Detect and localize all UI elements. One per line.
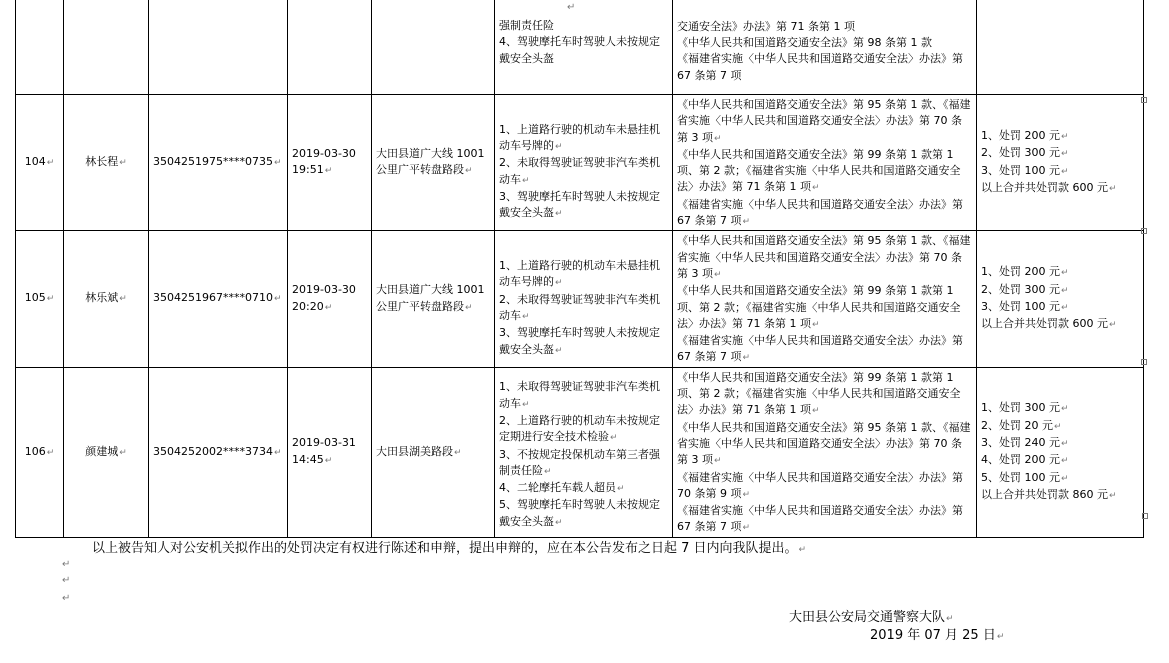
table-row-continued xyxy=(16,0,1144,95)
paragraph-mark-icon: ↵ xyxy=(811,183,820,194)
paragraph-mark-icon: ↵ xyxy=(742,217,751,228)
paragraph-mark-icon: ↵ xyxy=(465,302,473,313)
cell-time: 2019-03-31 14:45↵ xyxy=(288,367,372,537)
paragraph-mark-icon: ↵ xyxy=(522,312,530,323)
paragraph-mark-icon: ↵ xyxy=(62,559,71,570)
paragraph-mark-icon: ↵ xyxy=(742,523,751,534)
cell-laws: 交通安全法》办法》第 71 条第 1 项 《中华人民共和国道路交通安全法》第 98 条第 1 款 《福建省实施〈中华人民共和国道路交通安全法〉办法》第 67 条第 7 项 xyxy=(673,0,977,95)
cell-end-marker-icon xyxy=(1141,97,1147,103)
paragraph-mark-icon: ↵ xyxy=(1109,320,1117,331)
paragraph-mark-icon: ↵ xyxy=(555,278,563,289)
table-row xyxy=(16,367,1144,537)
cell-no: 104↵ xyxy=(16,95,64,231)
paragraph-mark-icon: ↵ xyxy=(62,593,71,604)
paragraph-mark-icon: ↵ xyxy=(119,447,127,458)
paragraph-mark-icon: ↵ xyxy=(454,447,462,458)
paragraph-mark-icon: ↵ xyxy=(324,455,333,466)
table-row xyxy=(16,95,1144,231)
cell-location: 大田县道广大线 1001 公里广平转盘路段↵ xyxy=(372,95,495,231)
paragraph-mark-icon: ↵ xyxy=(742,353,751,364)
cell-location: 大田县湖美路段↵ xyxy=(372,367,495,537)
cell-violations: 1、上道路行驶的机动车未悬挂机动车号牌的↵ 2、未取得驾驶证驾驶非汽车类机动车↵ 3、驾驶摩托车时驾驶人未按规定戴安全头盔↵ xyxy=(495,231,673,367)
paragraph-mark-icon: ↵ xyxy=(1109,183,1117,194)
paragraph-mark-icon: ↵ xyxy=(811,406,820,417)
cell-violations: 1、未取得驾驶证驾驶非汽车类机动车↵ 2、上道路行驶的机动车未按规定定期进行安全技术检验↵ 3、不按规定投保机动车第三者强制责任险↵ 4、二轮摩托车载人超员↵ 5、驾驶摩托车时驾驶人未按规定戴安全头盔↵ xyxy=(495,367,673,537)
paragraph-mark-icon: ↵ xyxy=(1061,268,1069,279)
paragraph-mark-icon: ↵ xyxy=(273,447,282,458)
cell-no: 106↵ xyxy=(16,367,64,537)
cell-id: 3504251967****0710↵ xyxy=(149,231,288,367)
cell-laws: 《中华人民共和国道路交通安全法》第 95 条第 1 款、《福建省实施〈中华人民共和国道路交通安全法〉办法》第 70 条第 3 项↵ 《中华人民共和国道路交通安全法》第 99 条第 1 款第 1 项、第 2 款；《福建省实施〈中华人民共和国道路交通安全法〉办法》第 71 条第 1 项↵ 《福建省实施〈中华人民共和国道路交通安全法〉办法》第 67 条第 7 项↵ xyxy=(673,95,977,231)
cell-name: 颜建城↵ xyxy=(64,367,149,537)
table-end-marker-icon xyxy=(1142,513,1148,519)
paragraph-mark-icon: ↵ xyxy=(119,294,127,305)
notice-text: 以上被告知人对公安机关拟作出的处罚决定有权进行陈述和申辩，提出申辩的，应在本公告发布之日起 7 日内向我队提出。↵ xyxy=(92,541,807,556)
cell-end-marker-icon xyxy=(1141,359,1147,365)
paragraph-mark-icon: ↵ xyxy=(1061,285,1069,296)
paragraph-mark-icon: ↵ xyxy=(1061,473,1069,484)
paragraph-mark-icon: ↵ xyxy=(62,575,71,586)
cell-violations: 强制责任险 4、驾驶摩托车时驾驶人未按规定戴安全头盔 xyxy=(495,0,673,95)
table-row xyxy=(16,231,1144,367)
cell-id: 3504252002****3734↵ xyxy=(149,367,288,537)
paragraph-mark-icon: ↵ xyxy=(324,302,333,313)
paragraph-mark-icon: ↵ xyxy=(1109,490,1117,501)
paragraph-mark-icon: ↵ xyxy=(1061,438,1069,449)
cell-laws: 《中华人民共和国道路交通安全法》第 95 条第 1 款、《福建省实施〈中华人民共和国道路交通安全法〉办法》第 70 条第 3 项↵ 《中华人民共和国道路交通安全法》第 99 条第 1 款第 1 项、第 2 款；《福建省实施〈中华人民共和国道路交通安全法〉办法》第 71 条第 1 项↵ 《福建省实施〈中华人民共和国道路交通安全法〉办法》第 67 条第 7 项↵ xyxy=(673,231,977,367)
paragraph-mark-icon: ↵ xyxy=(555,209,563,220)
paragraph-mark-icon: ↵ xyxy=(714,133,722,144)
cell-penalties xyxy=(977,0,1144,95)
paragraph-mark-icon: ↵ xyxy=(714,456,722,467)
cell-time: 2019-03-30 19:51↵ xyxy=(288,95,372,231)
cell-penalties: 1、处罚 300 元↵ 2、处罚 20 元↵ 3、处罚 240 元↵ 4、处罚 200 元↵ 5、处罚 100 元↵ 以上合并共处罚款 860 元↵ xyxy=(977,367,1144,537)
cell-laws: 《中华人民共和国道路交通安全法》第 99 条第 1 款第 1 项、第 2 款；《福建省实施〈中华人民共和国道路交通安全法〉办法》第 71 条第 1 项↵ 《中华人民共和国道路交通安全法》第 95 条第 1 款、《福建省实施〈中华人民共和国道路交通安全法〉办法》第 70 条第 3 项↵ 《福建省实施〈中华人民共和国道路交通安全法〉办法》第 70 条第 9 项↵ 《福建省实施〈中华人民共和国道路交通安全法〉办法》第 67 条第 7 项↵ xyxy=(673,367,977,537)
signature-organization: 大田县公安局交通警察大队↵ xyxy=(789,610,954,625)
cell-no: 105↵ xyxy=(16,231,64,367)
cell-id: 3504251975****0735↵ xyxy=(149,95,288,231)
cell-location xyxy=(372,0,495,95)
signature-date: 2019 年 07 月 25 日↵ xyxy=(870,628,1005,643)
cell-end-marker-icon xyxy=(1141,228,1147,234)
paragraph-mark-icon: ↵ xyxy=(1061,456,1069,467)
paragraph-mark-icon: ↵ xyxy=(567,2,576,13)
paragraph-mark-icon: ↵ xyxy=(522,175,530,186)
cell-penalties: 1、处罚 200 元↵ 2、处罚 300 元↵ 3、处罚 100 元↵ 以上合并共处罚款 600 元↵ xyxy=(977,231,1144,367)
paragraph-mark-icon: ↵ xyxy=(610,433,618,444)
paragraph-mark-icon: ↵ xyxy=(273,294,282,305)
paragraph-mark-icon: ↵ xyxy=(714,269,722,280)
paragraph-mark-icon: ↵ xyxy=(1061,166,1069,177)
cell-name: 林长程↵ xyxy=(64,95,149,231)
paragraph-mark-icon: ↵ xyxy=(555,517,563,528)
cell-id xyxy=(149,0,288,95)
paragraph-mark-icon: ↵ xyxy=(1054,421,1062,432)
paragraph-mark-icon: ↵ xyxy=(522,399,530,410)
cell-penalties: 1、处罚 200 元↵ 2、处罚 300 元↵ 3、处罚 100 元↵ 以上合并共处罚款 600 元↵ xyxy=(977,95,1144,231)
paragraph-mark-icon: ↵ xyxy=(544,466,552,477)
paragraph-mark-icon: ↵ xyxy=(46,158,55,169)
paragraph-mark-icon: ↵ xyxy=(1061,303,1069,314)
cell-no xyxy=(16,0,64,95)
paragraph-mark-icon: ↵ xyxy=(46,294,55,305)
paragraph-mark-icon: ↵ xyxy=(273,158,282,169)
paragraph-mark-icon: ↵ xyxy=(555,345,563,356)
paragraph-mark-icon: ↵ xyxy=(1061,132,1069,143)
paragraph-mark-icon: ↵ xyxy=(742,489,751,500)
cell-time: 2019-03-30 20:20↵ xyxy=(288,231,372,367)
paragraph-mark-icon: ↵ xyxy=(555,142,563,153)
paragraph-mark-icon: ↵ xyxy=(811,319,820,330)
paragraph-mark-icon: ↵ xyxy=(324,166,333,177)
paragraph-mark-icon: ↵ xyxy=(1061,404,1069,415)
cell-time xyxy=(288,0,372,95)
cell-name xyxy=(64,0,149,95)
paragraph-mark-icon: ↵ xyxy=(1061,149,1069,160)
paragraph-mark-icon: ↵ xyxy=(46,447,55,458)
paragraph-mark-icon: ↵ xyxy=(465,166,473,177)
penalty-notice-table xyxy=(15,0,1144,538)
paragraph-mark-icon: ↵ xyxy=(617,484,625,495)
cell-location: 大田县道广大线 1001 公里广平转盘路段↵ xyxy=(372,231,495,367)
paragraph-mark-icon: ↵ xyxy=(119,158,127,169)
cell-violations: 1、上道路行驶的机动车未悬挂机动车号牌的↵ 2、未取得驾驶证驾驶非汽车类机动车↵ 3、驾驶摩托车时驾驶人未按规定戴安全头盔↵ xyxy=(495,95,673,231)
cell-name: 林乐斌↵ xyxy=(64,231,149,367)
